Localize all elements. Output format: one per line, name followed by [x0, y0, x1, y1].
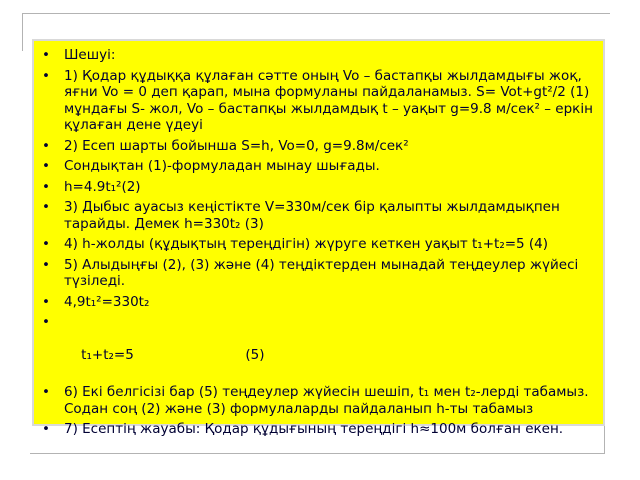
bullet-text: 1) Қодар құдыққа құлаған сәтте оның Vo – бастапқы жылдамдығы жоқ, яғни Vo = 0 деп қарап, мына формуланы пайдаланамыз. S= Vot+gt²/2 (1) мұндағы S- жол, Vo – бастапқы жылдамдық t – уақыт g=9.8 м/сек² – еркін құлаған дене үдеуі [64, 67, 593, 133]
bullet-marker: • [42, 47, 50, 63]
bullet-text: 4,9t₁²=330t₂ [64, 293, 150, 310]
frame-line-top [22, 13, 610, 14]
bullet-marker: • [42, 67, 50, 84]
bullet-marker: • [42, 199, 50, 215]
bullet-item-step-7 [42, 421, 593, 438]
bullet-marker: • [42, 293, 50, 310]
bullet-marker: • [42, 137, 50, 154]
bullet-text: 7) Есептің жауабы: Қодар құдығының тереңдігі h≈100м болған екен. [64, 421, 564, 437]
bullet-text: 5) Алыдыңғы (2), (3) және (4) теңдіктерден мынадай теңдеулер жүйесі түзіледі. [64, 256, 579, 289]
bullet-item-equation-a [42, 294, 593, 311]
bullet-text: 6) Екі белгісізі бар (5) теңдеулер жүйесін шешіп, t₁ мен t₂-лерді табамыз. Содан соң (2) және (3) формулаларды пайдаланып h-ты табамыз [64, 384, 589, 417]
bullet-item-step-4 [42, 236, 593, 253]
bullet-marker: • [42, 178, 50, 195]
bullet-item-formula-2 [42, 179, 593, 196]
bullet-text: 4) h-жолды (құдықтың тереңдігін) жүруге кеткен уақыт t₁+t₂=5 (4) [64, 236, 549, 252]
frame-line-left [22, 13, 23, 51]
bullet-item-step-5 [42, 257, 593, 290]
bullet-item-step-3 [42, 199, 593, 232]
bullet-marker: • [42, 384, 50, 400]
bullet-item-step-1 [42, 68, 593, 134]
bullet-item-equation-b [42, 314, 593, 380]
bullet-item-step-2 [42, 138, 593, 155]
bullet-text: Шешуі: [64, 47, 116, 63]
slide-content-box [32, 39, 605, 437]
bullet-item-step-6 [42, 384, 593, 417]
bullet-marker: • [42, 236, 50, 252]
bullet-item-solution-heading [42, 47, 593, 64]
bullet-text: h=4.9t₁²(2) [64, 178, 141, 195]
bullet-marker: • [42, 256, 50, 273]
bullet-text: Сондықтан (1)-формуладан мынау шығады. [64, 158, 380, 174]
bullet-marker: • [42, 421, 50, 437]
bullet-text: 2) Есеп шарты бойынша S=h, Vo=0, g=9.8м/сек² [64, 137, 409, 154]
bullet-marker: • [42, 314, 50, 330]
bullet-marker: • [42, 158, 50, 174]
bullet-text: 3) Дыбыс ауасыз кеңістікте V=330м/сек бір қалыпты жылдамдықпен тарайды. Демек h=330t₂ (3) [64, 199, 560, 232]
bullet-text: t₁+t₂=5 (5) [81, 347, 265, 363]
frame-line-bottom [30, 453, 605, 454]
bullet-item-therefore [42, 158, 593, 175]
